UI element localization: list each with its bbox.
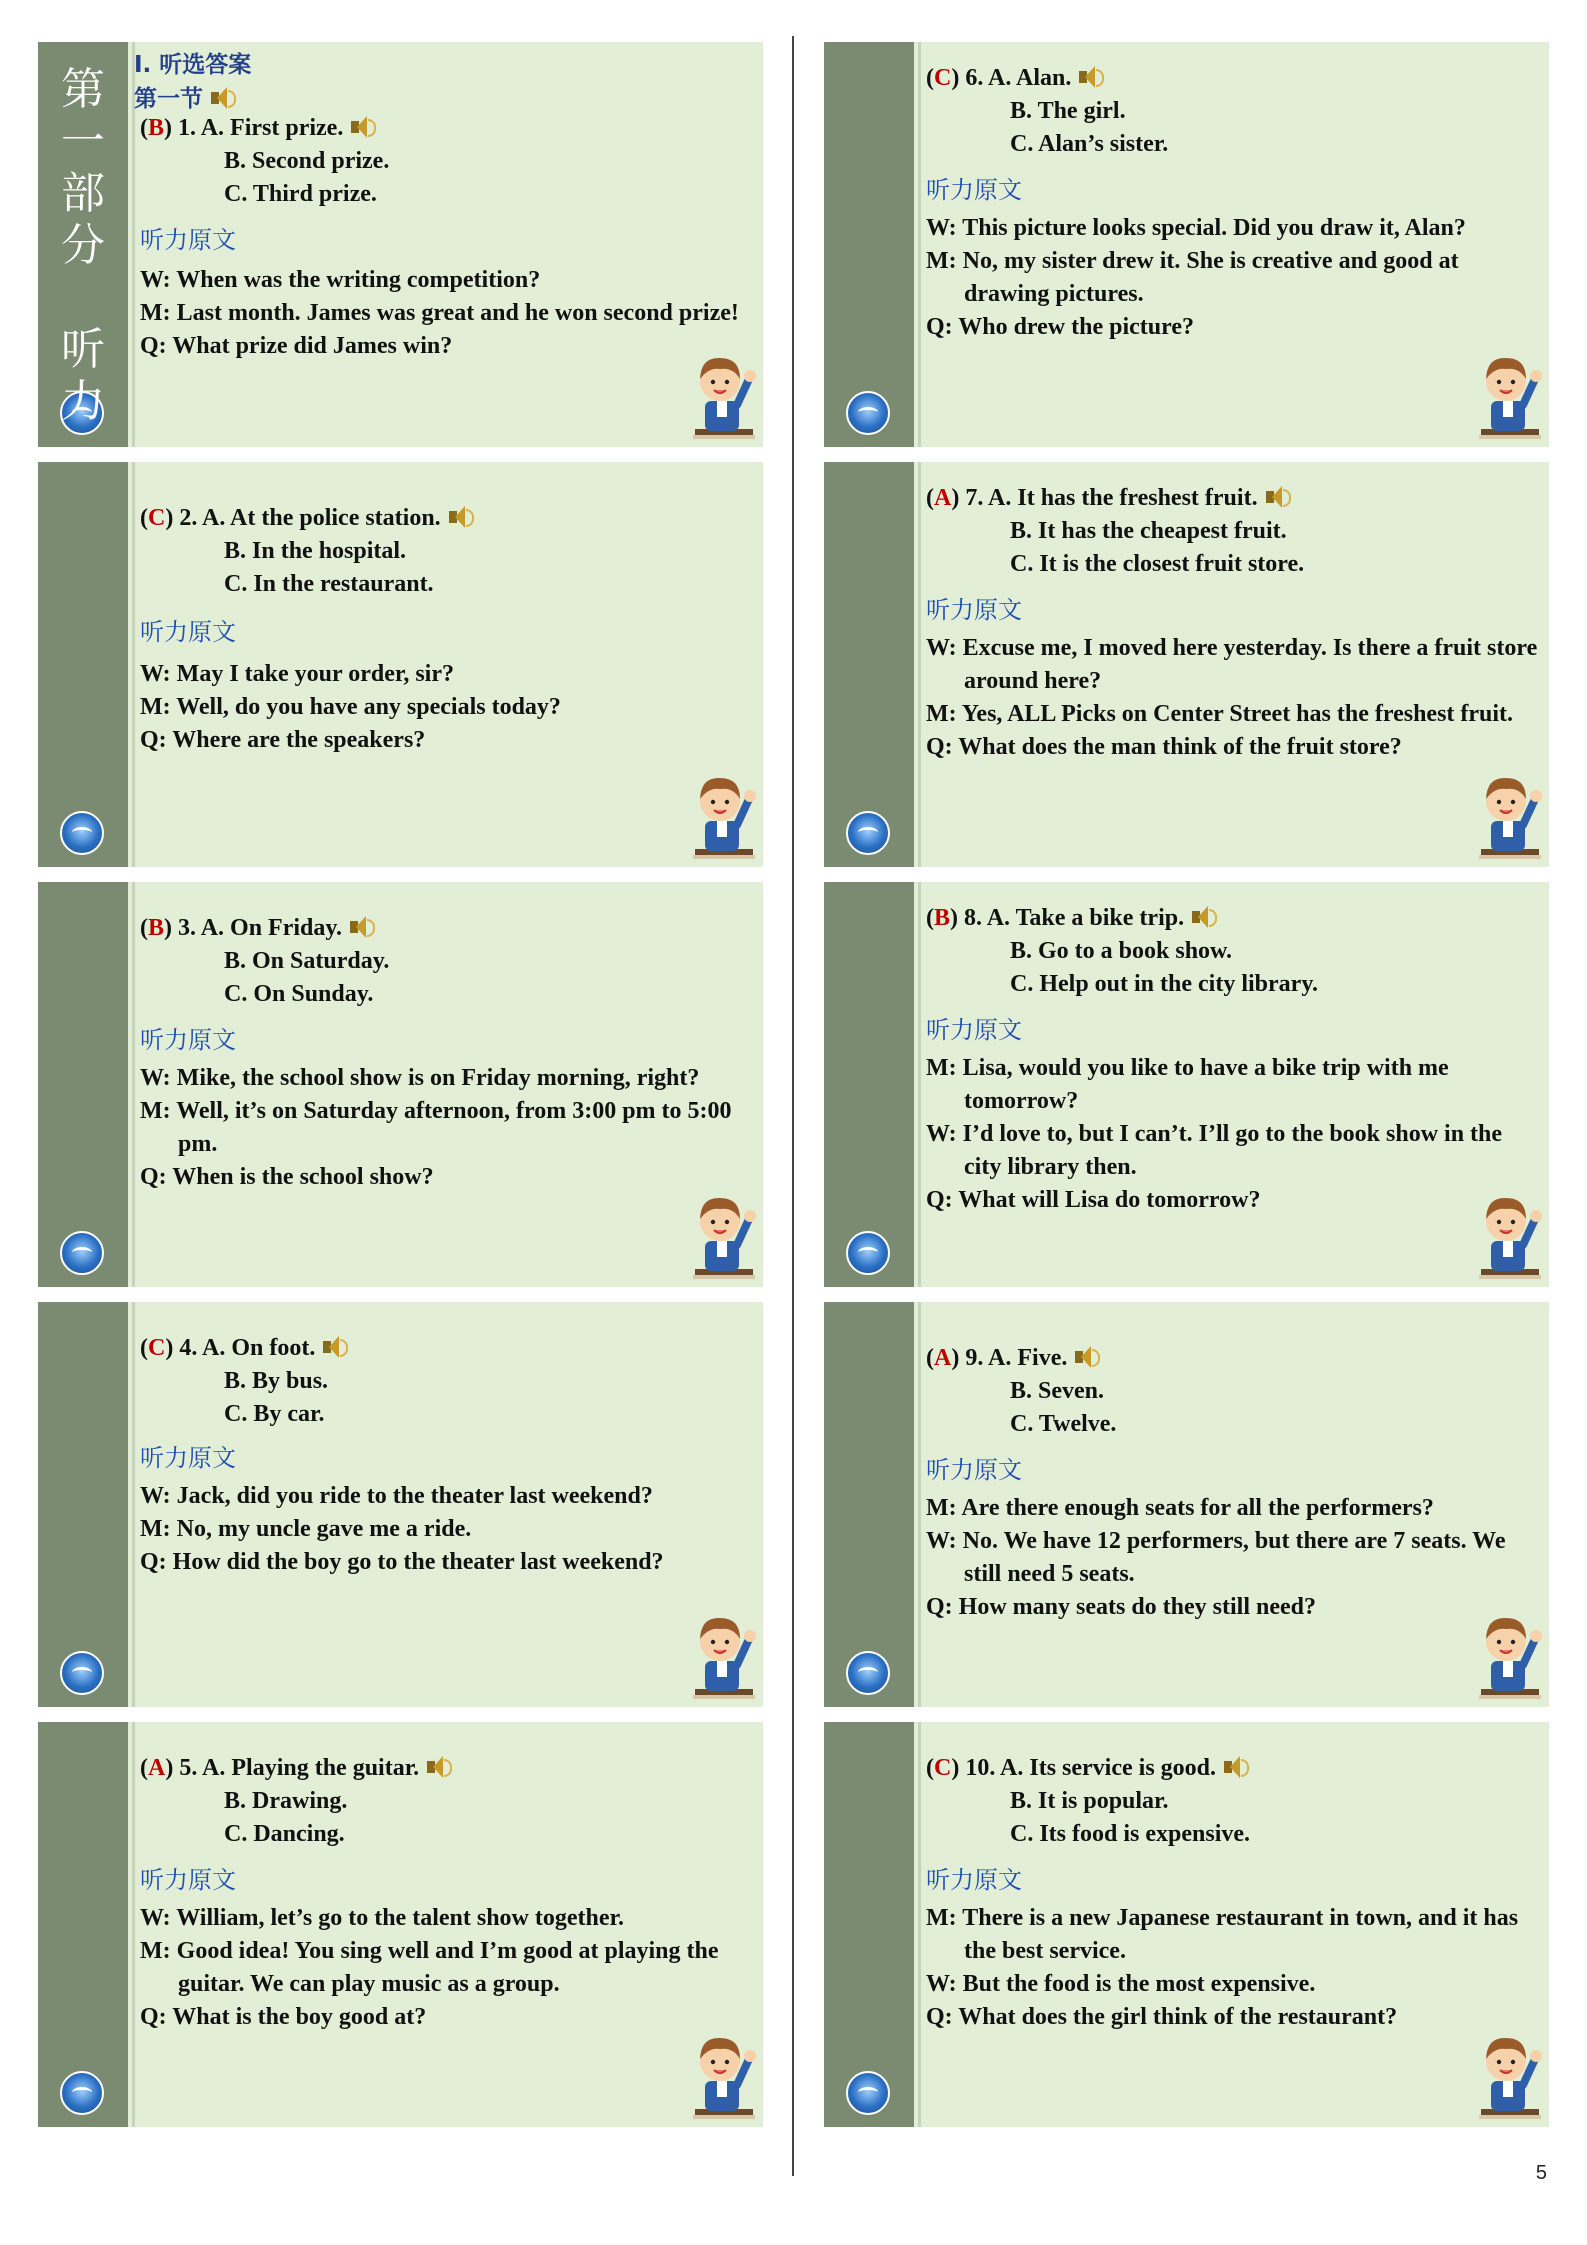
transcript-line: M: Yes, ALL Picks on Center Street has the freshest fruit. bbox=[926, 701, 1514, 727]
answer-paren-close: ) bbox=[950, 905, 959, 931]
transcript-line: W: But the food is the most expensive. bbox=[926, 1971, 1316, 1997]
slide-side-bar bbox=[824, 1722, 914, 2127]
option-a: A. It has the freshest fruit. bbox=[988, 485, 1258, 511]
transcript bbox=[140, 658, 755, 757]
answer-paren-close: ) bbox=[164, 915, 173, 941]
student-cartoon-icon bbox=[687, 1189, 757, 1281]
slide-side-line bbox=[918, 882, 921, 1287]
answer-letter: A bbox=[148, 1755, 166, 1781]
question-block bbox=[926, 62, 1168, 161]
listening-slide-1 bbox=[38, 42, 763, 447]
answer-paren-close: ) bbox=[951, 1755, 960, 1781]
answer-paren-close: ) bbox=[165, 1335, 174, 1361]
option-c: C. Alan’s sister. bbox=[1010, 131, 1169, 157]
answer-paren-close: ) bbox=[165, 505, 174, 531]
transcript-line: Q: What prize did James win? bbox=[140, 333, 453, 359]
option-b: B. The girl. bbox=[1010, 98, 1126, 124]
question-line bbox=[926, 1342, 1116, 1375]
page-divider bbox=[792, 36, 794, 2176]
option-b: B. In the hospital. bbox=[224, 538, 407, 564]
slide-side-bar bbox=[824, 462, 914, 867]
slide-side-bar bbox=[824, 882, 914, 1287]
slide-side-bar bbox=[38, 1302, 128, 1707]
listening-slide-2 bbox=[38, 462, 763, 867]
listening-transcript-label: 听力原文 bbox=[926, 176, 1022, 204]
page-number: 5 bbox=[1535, 2162, 1547, 2184]
question-number: 5. bbox=[179, 1755, 198, 1781]
slide-content bbox=[140, 462, 763, 867]
question-number: 2. bbox=[179, 505, 198, 531]
transcript bbox=[926, 1052, 1541, 1217]
student-cartoon-icon bbox=[1473, 1189, 1543, 1281]
transcript-line: M: There is a new Japanese restaurant in town, and it has the best service. bbox=[926, 1905, 1519, 1964]
option-c: C. Third prize. bbox=[224, 181, 377, 207]
listening-slide-3 bbox=[38, 882, 763, 1287]
listening-transcript-label: 听力原文 bbox=[140, 1866, 236, 1894]
transcript bbox=[140, 1902, 755, 2034]
question-line bbox=[140, 1752, 451, 1785]
option-c: C. By car. bbox=[224, 1401, 325, 1427]
answer-letter: B bbox=[148, 115, 165, 141]
answer-paren-open: ( bbox=[140, 505, 148, 531]
answer-letter: B bbox=[148, 915, 165, 941]
section-side-title: 第 一 部 分 听 力 bbox=[61, 64, 105, 427]
transcript-line: M: No, my sister drew it. She is creative and good at drawing pictures. bbox=[926, 248, 1459, 307]
school-logo-icon bbox=[846, 391, 890, 435]
listening-transcript-label: 听力原文 bbox=[926, 1456, 1022, 1484]
option-c: C. On Sunday. bbox=[224, 981, 374, 1007]
slide-side-line bbox=[918, 462, 921, 867]
question-line bbox=[140, 502, 473, 535]
option-c: C. Its food is expensive. bbox=[1010, 1821, 1251, 1847]
answer-paren-open: ( bbox=[926, 65, 934, 91]
slide-content bbox=[926, 882, 1549, 1287]
student-cartoon-icon bbox=[1473, 2029, 1543, 2121]
option-a: A. At the police station. bbox=[202, 505, 441, 531]
transcript-line: Q: What does the man think of the fruit store? bbox=[926, 734, 1402, 760]
option-c: C. Help out in the city library. bbox=[1010, 971, 1318, 997]
answer-paren-open: ( bbox=[926, 1345, 934, 1371]
speaker-icon[interactable] bbox=[350, 916, 374, 938]
student-cartoon-icon bbox=[687, 1609, 757, 1701]
slide-side-line bbox=[132, 1722, 135, 2127]
transcript-line: M: No, my uncle gave me a ride. bbox=[140, 1516, 472, 1542]
listening-transcript-label: 听力原文 bbox=[926, 1016, 1022, 1044]
option-a: A. Its service is good. bbox=[1000, 1755, 1217, 1781]
listening-transcript-label: 听力原文 bbox=[926, 596, 1022, 624]
option-b: B. By bus. bbox=[224, 1368, 329, 1394]
listening-slide-4 bbox=[38, 1302, 763, 1707]
listening-slide-5 bbox=[38, 1722, 763, 2127]
section-heading: I. 听选答案 bbox=[134, 52, 252, 78]
transcript-line: M: Well, it’s on Saturday afternoon, from 3:00 pm to 5:00 pm. bbox=[140, 1098, 732, 1157]
option-c: C. Dancing. bbox=[224, 1821, 345, 1847]
speaker-icon[interactable] bbox=[351, 116, 375, 138]
answer-paren-close: ) bbox=[164, 115, 173, 141]
answer-paren-open: ( bbox=[926, 1755, 934, 1781]
slide-side-bar bbox=[38, 1722, 128, 2127]
option-c: C. In the restaurant. bbox=[224, 571, 434, 597]
answer-letter: C bbox=[934, 1755, 952, 1781]
listening-transcript-label: 听力原文 bbox=[140, 1026, 236, 1054]
speaker-icon[interactable] bbox=[449, 506, 473, 528]
slide-side-bar bbox=[38, 462, 128, 867]
transcript-line: W: William, let’s go to the talent show together. bbox=[140, 1905, 624, 1931]
slide-content bbox=[140, 1722, 763, 2127]
speaker-icon[interactable] bbox=[1079, 66, 1103, 88]
school-logo-icon bbox=[60, 1231, 104, 1275]
answer-letter: C bbox=[148, 505, 166, 531]
subsection-heading bbox=[134, 80, 235, 113]
slide-side-line bbox=[918, 1722, 921, 2127]
transcript-line: Q: What will Lisa do tomorrow? bbox=[926, 1187, 1261, 1213]
option-b: B. Seven. bbox=[1010, 1378, 1105, 1404]
school-logo-icon bbox=[846, 1651, 890, 1695]
question-block bbox=[140, 502, 473, 601]
question-number: 9. bbox=[965, 1345, 984, 1371]
option-a: A. First prize. bbox=[200, 115, 344, 141]
option-a: A. Five. bbox=[988, 1345, 1068, 1371]
slide-side-line bbox=[132, 1302, 135, 1707]
answer-letter: A bbox=[934, 485, 952, 511]
option-b: B. Go to a book show. bbox=[1010, 938, 1233, 964]
transcript-line: M: Lisa, would you like to have a bike trip with me tomorrow? bbox=[926, 1055, 1449, 1114]
transcript-line: Q: What is the boy good at? bbox=[140, 2004, 427, 2030]
question-number: 3. bbox=[178, 915, 197, 941]
listening-transcript-label: 听力原文 bbox=[140, 618, 236, 646]
answer-letter: A bbox=[934, 1345, 952, 1371]
listening-slide-10 bbox=[824, 1722, 1549, 2127]
transcript bbox=[926, 1902, 1541, 2034]
option-a: A. Playing the guitar. bbox=[202, 1755, 420, 1781]
speaker-icon[interactable] bbox=[1266, 486, 1290, 508]
option-c: C. Twelve. bbox=[1010, 1411, 1117, 1437]
question-block bbox=[926, 1342, 1116, 1441]
answer-letter: C bbox=[148, 1335, 166, 1361]
transcript-line: W: Jack, did you ride to the theater last weekend? bbox=[140, 1483, 653, 1509]
school-logo-icon bbox=[60, 2071, 104, 2115]
transcript-line: M: Last month. James was great and he won second prize! bbox=[140, 300, 739, 326]
question-block bbox=[140, 1332, 347, 1431]
slide-content bbox=[140, 1302, 763, 1707]
transcript-line: Q: Where are the speakers? bbox=[140, 727, 426, 753]
question-number: 4. bbox=[179, 1335, 198, 1361]
question-line bbox=[926, 902, 1318, 935]
answer-letter: C bbox=[934, 65, 952, 91]
slide-side-bar bbox=[824, 42, 914, 447]
transcript-line: Q: How did the boy go to the theater last weekend? bbox=[140, 1549, 664, 1575]
question-block bbox=[926, 482, 1304, 581]
listening-transcript-label: 听力原文 bbox=[140, 1444, 236, 1472]
transcript-line: Q: When is the school show? bbox=[140, 1164, 434, 1190]
school-logo-icon bbox=[846, 811, 890, 855]
transcript-line: W: No. We have 12 performers, but there are 7 seats. We still need 5 seats. bbox=[926, 1528, 1506, 1587]
transcript bbox=[926, 1492, 1541, 1624]
student-cartoon-icon bbox=[687, 769, 757, 861]
school-logo-icon bbox=[60, 1651, 104, 1695]
transcript-line: W: May I take your order, sir? bbox=[140, 661, 454, 687]
slide-side-bar bbox=[38, 882, 128, 1287]
listening-slide-9 bbox=[824, 1302, 1549, 1707]
slide-side-bar bbox=[824, 1302, 914, 1707]
question-line bbox=[140, 112, 389, 145]
question-block bbox=[140, 1752, 451, 1851]
option-c: C. It is the closest fruit store. bbox=[1010, 551, 1305, 577]
answer-paren-close: ) bbox=[165, 1755, 174, 1781]
slide-side-line bbox=[918, 1302, 921, 1707]
option-a: A. Alan. bbox=[988, 65, 1072, 91]
question-line bbox=[926, 1752, 1250, 1785]
question-block bbox=[140, 112, 389, 211]
option-b: B. Drawing. bbox=[224, 1788, 348, 1814]
question-block bbox=[926, 1752, 1250, 1851]
student-cartoon-icon bbox=[1473, 769, 1543, 861]
answer-letter: B bbox=[934, 905, 951, 931]
slide-content bbox=[926, 462, 1549, 867]
question-block bbox=[140, 912, 389, 1011]
slide-side-line bbox=[132, 462, 135, 867]
option-b: B. It is popular. bbox=[1010, 1788, 1169, 1814]
student-cartoon-icon bbox=[1473, 1609, 1543, 1701]
slide-side-line bbox=[918, 42, 921, 447]
option-b: B. Second prize. bbox=[224, 148, 390, 174]
student-cartoon-icon bbox=[687, 2029, 757, 2121]
option-a: A. On Friday. bbox=[200, 915, 343, 941]
slide-content bbox=[134, 42, 763, 447]
question-number: 10. bbox=[965, 1755, 996, 1781]
subsection-heading-text: 第一节 bbox=[134, 86, 203, 112]
listening-transcript-label: 听力原文 bbox=[140, 226, 236, 254]
transcript bbox=[140, 1062, 755, 1194]
student-cartoon-icon bbox=[1473, 349, 1543, 441]
slide-side-line bbox=[132, 882, 135, 1287]
transcript bbox=[140, 1480, 755, 1579]
speaker-icon[interactable] bbox=[323, 1336, 347, 1358]
transcript-line: W: This picture looks special. Did you draw it, Alan? bbox=[926, 215, 1466, 241]
slide-content bbox=[926, 1722, 1549, 2127]
answer-paren-close: ) bbox=[951, 1345, 960, 1371]
answer-paren-open: ( bbox=[140, 115, 148, 141]
answer-paren-open: ( bbox=[926, 905, 934, 931]
transcript-line: W: I’d love to, but I can’t. I’ll go to the book show in the city library then. bbox=[926, 1121, 1503, 1180]
answer-paren-close: ) bbox=[951, 65, 960, 91]
transcript bbox=[926, 632, 1541, 764]
transcript-line: M: Well, do you have any specials today? bbox=[140, 694, 561, 720]
listening-slide-8 bbox=[824, 882, 1549, 1287]
speaker-icon[interactable] bbox=[427, 1756, 451, 1778]
transcript-line: Q: What does the girl think of the restaurant? bbox=[926, 2004, 1398, 2030]
question-line bbox=[926, 62, 1168, 95]
question-number: 7. bbox=[965, 485, 984, 511]
speaker-icon[interactable] bbox=[1224, 1756, 1248, 1778]
school-logo-icon bbox=[60, 811, 104, 855]
listening-transcript-label: 听力原文 bbox=[926, 1866, 1022, 1894]
speaker-icon[interactable] bbox=[211, 87, 235, 109]
question-block bbox=[926, 902, 1318, 1001]
speaker-icon[interactable] bbox=[1075, 1346, 1099, 1368]
option-b: B. It has the cheapest fruit. bbox=[1010, 518, 1287, 544]
transcript bbox=[926, 212, 1541, 344]
transcript-line: Q: Who drew the picture? bbox=[926, 314, 1194, 340]
option-a: A. Take a bike trip. bbox=[986, 905, 1185, 931]
answer-paren-open: ( bbox=[140, 1335, 148, 1361]
transcript-line: M: Good idea! You sing well and I’m good at playing the guitar. We can play music as a group. bbox=[140, 1938, 719, 1997]
answer-paren-open: ( bbox=[926, 485, 934, 511]
question-line bbox=[140, 1332, 347, 1365]
question-number: 8. bbox=[964, 905, 983, 931]
question-number: 6. bbox=[965, 65, 984, 91]
school-logo-icon bbox=[846, 2071, 890, 2115]
slide-content bbox=[140, 882, 763, 1287]
transcript-line: M: Are there enough seats for all the performers? bbox=[926, 1495, 1434, 1521]
answer-paren-close: ) bbox=[951, 485, 960, 511]
question-number: 1. bbox=[178, 115, 197, 141]
transcript-line: W: When was the writing competition? bbox=[140, 267, 541, 293]
school-logo-icon bbox=[846, 1231, 890, 1275]
speaker-icon[interactable] bbox=[1192, 906, 1216, 928]
student-cartoon-icon bbox=[687, 349, 757, 441]
transcript-line: Q: How many seats do they still need? bbox=[926, 1594, 1316, 1620]
transcript-line: W: Mike, the school show is on Friday morning, right? bbox=[140, 1065, 700, 1091]
listening-slide-6 bbox=[824, 42, 1549, 447]
question-line bbox=[926, 482, 1304, 515]
transcript-line: W: Excuse me, I moved here yesterday. Is there a fruit store around here? bbox=[926, 635, 1538, 694]
option-a: A. On foot. bbox=[202, 1335, 316, 1361]
answer-paren-open: ( bbox=[140, 915, 148, 941]
listening-slide-7 bbox=[824, 462, 1549, 867]
option-b: B. On Saturday. bbox=[224, 948, 390, 974]
question-line bbox=[140, 912, 389, 945]
slide-content bbox=[926, 1302, 1549, 1707]
transcript bbox=[140, 264, 755, 363]
answer-paren-open: ( bbox=[140, 1755, 148, 1781]
slide-content bbox=[926, 42, 1549, 447]
